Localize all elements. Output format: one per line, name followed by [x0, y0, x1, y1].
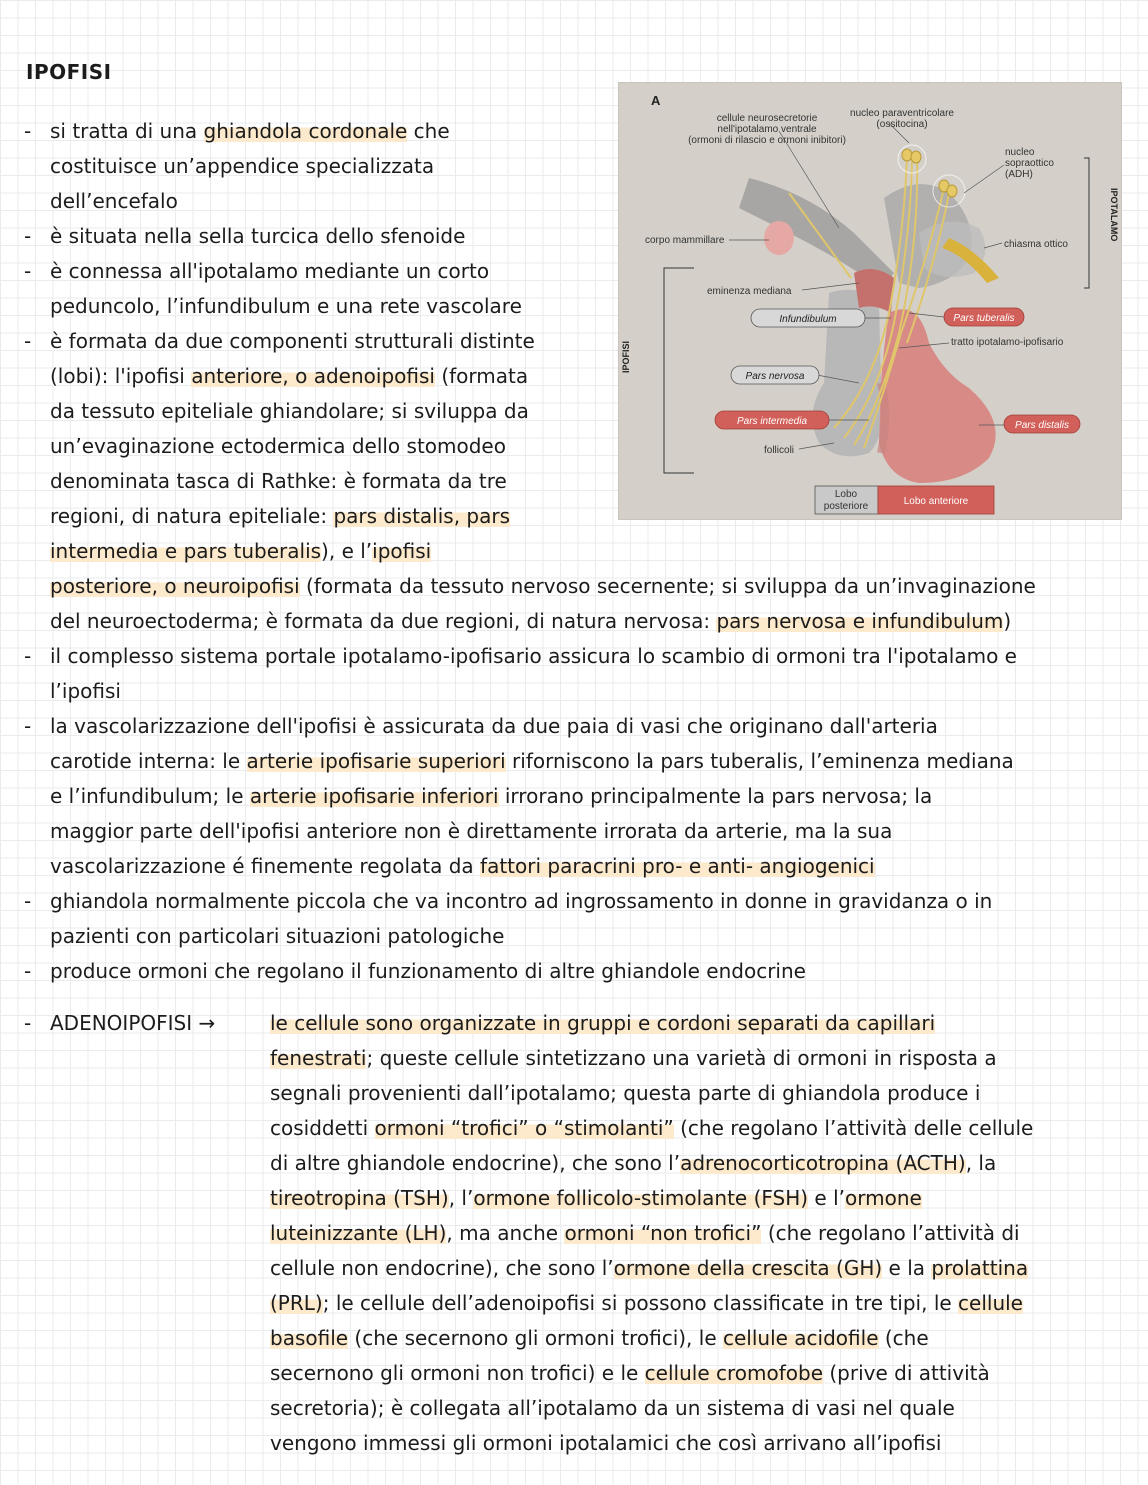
text-line: del neuroectoderma; è formata da due regioni, di natura nervosa: pars nervosa e infundibulum): [50, 609, 1012, 633]
bullet-dash: -: [24, 119, 32, 143]
text-line: produce ormoni che regolano il funzionamento di altre ghiandole endocrine: [50, 959, 806, 983]
label-posterior-lobe-1: Lobo: [834, 489, 858, 500]
label-supraoptic-1: nucleo: [1005, 147, 1035, 158]
label-paraventricular-1: nucleo paraventricolare: [850, 108, 954, 119]
bullet-dash: -: [24, 329, 32, 353]
text-line: è connessa all'ipotalamo mediante un corto: [50, 259, 490, 283]
bullet-dash: -: [24, 644, 32, 668]
figure-panel-letter: A: [651, 93, 661, 108]
text-line: (lobi): l'ipofisi anteriore, o adenoipofisi (formata: [50, 364, 529, 388]
text-line: la vascolarizzazione dell'ipofisi è assicurata da due paia di vasi che originano dall'arteria: [50, 714, 938, 738]
text-line: luteinizzante (LH), ma anche ormoni “non trofici” (che regolano l’attività di: [270, 1221, 1020, 1245]
text-line: tireotropina (TSH), l’ormone follicolo-stimolante (FSH) e l’ormone: [270, 1186, 922, 1210]
text-line: denominata tasca di Rathke: è formata da tre: [50, 469, 507, 493]
text-line: vascolarizzazione é finemente regolata da fattori paracrini pro- e anti- angiogenici: [50, 854, 875, 878]
text-line: maggior parte dell'ipofisi anteriore non è direttamente irrorata da arterie, ma la sua: [50, 819, 893, 843]
text-line: costituisce un’appendice specializzata: [50, 154, 435, 178]
text-line: il complesso sistema portale ipotalamo-ipofisario assicura lo scambio di ormoni tra l'ipotalamo e: [50, 644, 1017, 668]
label-neurosecretory-2: nell'ipotalamo ventrale: [717, 124, 817, 135]
text-line: cellule non endocrine), che sono l’ormone della crescita (GH) e la prolattina: [270, 1256, 1029, 1280]
text-line: di altre ghiandole endocrine), che sono l’adrenocorticotropina (ACTH), la: [270, 1151, 997, 1175]
label-pars-tuberalis: Pars tuberalis: [953, 313, 1015, 324]
bullet-dash: -: [24, 889, 32, 913]
label-supraoptic-3: (ADH): [1005, 169, 1033, 180]
bullet-dash: -: [24, 959, 32, 983]
text-line: posteriore, o neuroipofisi (formata da tessuto nervoso secernente; si sviluppa da un’invaginazione: [50, 574, 1036, 598]
label-pars-intermedia: Pars intermedia: [736, 416, 808, 427]
text-line: da tessuto epiteliale ghiandolare; si sviluppa da: [50, 399, 529, 423]
text-line: pazienti con particolari situazioni patologiche: [50, 924, 505, 948]
label-mammillary-body: corpo mammillare: [645, 235, 725, 246]
label-infundibulum: Infundibulum: [779, 314, 837, 325]
bullet-dash: -: [24, 1011, 32, 1035]
label-paraventricular-2: (ossitocina): [876, 119, 928, 130]
label-follicles: follicoli: [764, 445, 795, 456]
text-line: è situata nella sella turcica dello sfenoide: [50, 224, 466, 248]
label-hypothalamic-tract: tratto ipotalamo-ipofisario: [951, 337, 1064, 348]
page-title: IPOFISI: [26, 60, 112, 84]
pituitary-figure: [618, 82, 1122, 520]
text-line: intermedia e pars tuberalis), e l’ipofisi: [50, 539, 432, 563]
label-anterior-lobe: Lobo anteriore: [903, 496, 969, 507]
text-line: si tratta di una ghiandola cordonale che: [50, 119, 450, 143]
adenohypophysis-label: ADENOIPOFISI →: [50, 1011, 216, 1035]
bullet-dash: -: [24, 259, 32, 283]
text-line: l’ipofisi: [50, 679, 121, 703]
pituitary-diagram: [619, 83, 1121, 519]
label-posterior-lobe-2: posteriore: [823, 501, 869, 512]
label-neurosecretory-3: (ormoni di rilascio e ormoni inibitori): [688, 135, 846, 146]
text-line: vengono immessi gli ormoni ipotalamici che così arrivano all’ipofisi: [270, 1431, 942, 1455]
label-neurosecretory-1: cellule neurosecretorie: [716, 113, 818, 124]
text-line: segnali provenienti dall’ipotalamo; questa parte di ghiandola produce i: [270, 1081, 981, 1105]
text-line: secretoria); è collegata all’ipotalamo da un sistema di vasi nel quale: [270, 1396, 955, 1420]
label-supraoptic-2: sopraottico: [1005, 158, 1054, 169]
label-optic-chiasm: chiasma ottico: [1004, 239, 1068, 250]
label-median-eminence: eminenza mediana: [707, 286, 792, 297]
text-line: cosiddetti ormoni “trofici” o “stimolanti” (che regolano l’attività delle cellule: [270, 1116, 1034, 1140]
label-hypothalamus: IPOTALAMO: [1109, 188, 1119, 242]
text-line: è formata da due componenti strutturali distinte: [50, 329, 535, 353]
text-line: e l’infundibulum; le arterie ipofisarie inferiori irrorano principalmente la pars nervosa; la: [50, 784, 933, 808]
text-line: basofile (che secernono gli ormoni trofici), le cellule acidofile (che: [270, 1326, 929, 1350]
text-line: dell’encefalo: [50, 189, 178, 213]
text-line: un’evaginazione ectodermica dello stomodeo: [50, 434, 506, 458]
text-line: carotide interna: le arterie ipofisarie superiori riforniscono la pars tuberalis, l’eminenza mediana: [50, 749, 1014, 773]
text-line: ghiandola normalmente piccola che va incontro ad ingrossamento in donne in gravidanza o in: [50, 889, 993, 913]
bullet-dash: -: [24, 714, 32, 738]
text-line: (PRL); le cellule dell’adenoipofisi si possono classificate in tre tipi, le cellule: [270, 1291, 1023, 1315]
label-hypophysis: IPOFISI: [621, 340, 631, 373]
label-pars-nervosa: Pars nervosa: [745, 371, 805, 382]
text-line: fenestrati; queste cellule sintetizzano una varietà di ormoni in risposta a: [270, 1046, 997, 1070]
label-pars-distalis: Pars distalis: [1015, 420, 1069, 431]
bullet-dash: -: [24, 224, 32, 248]
text-line: peduncolo, l’infundibulum e una rete vascolare: [50, 294, 522, 318]
text-line: le cellule sono organizzate in gruppi e cordoni separati da capillari: [270, 1011, 936, 1035]
text-line: regioni, di natura epiteliale: pars distalis, pars: [50, 504, 511, 528]
text-line: secernono gli ormoni non trofici) e le cellule cromofobe (prive di attività: [270, 1361, 990, 1385]
